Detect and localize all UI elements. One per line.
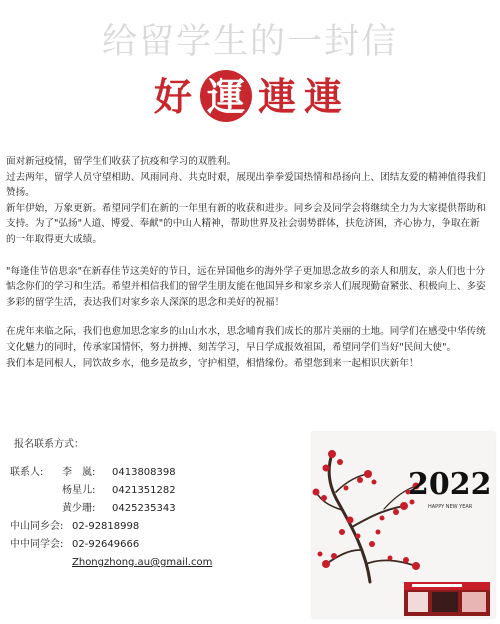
paragraph-1: 面对新冠疫情，留学生们收获了抗疫和学习的双胜利。 [6, 156, 237, 167]
page-title: 给留学生的一封信 [101, 22, 398, 62]
paragraph-2: 过去两年，留学人员守望相助、风雨同舟、共克时艰，展现出拳拳爱国热情和昂扬向上、团结友爱的精神值得我们赞扬。 [6, 171, 486, 199]
card-subtitle: HAPPY NEW YEAR [428, 504, 473, 510]
contact-phone: 0425235343 [112, 503, 176, 514]
contact-phone: 0413808398 [112, 467, 176, 478]
email-link[interactable]: Zhongzhong.au@gmail.com [72, 557, 213, 568]
contact-heading: 报名联系方式： [14, 439, 84, 450]
paragraph-3: 新年伊始，万象更新。希望同学们在新的一年里有新的收获和进步。同乡会及同学会将继续全力为大家提供帮助和支持。为了"弘扬"人道、博爱、奉献"的中山人精神，帮助世界及社会弱势群体，扶危济困，齐心协力，争取在新的一年取得更大成绩。 [6, 202, 486, 245]
org-phone: 02-92818998 [72, 521, 140, 532]
contact-name: 李 嵐: [62, 467, 96, 478]
storefront-photo-icon [404, 582, 490, 616]
paragraph-4: "每逢佳节倍思亲"在新春佳节这美好的节日，远在异国他乡的海外学子更加思念故乡的亲人和朋友，亲人们也十分惦念你们的学习和生活。希望并相信我们的留学生朋友能在他国异乡和家乡亲人们展现勤奋紧张、积极向上、多姿多彩的留学生活，表达我们对家乡亲人深深的思念和美好的祝福！ [6, 265, 486, 308]
contact-phone: 0421351282 [112, 485, 176, 496]
org-label: 中山同乡会: [10, 521, 64, 532]
card-year: 2022 [408, 467, 492, 502]
banner-char-3: 連 [258, 74, 297, 119]
contact-name: 杨星儿: [62, 485, 96, 496]
contact-label: 联系人: [10, 467, 44, 478]
banner-char-2: 運 [207, 74, 246, 119]
banner-char-1: 好 [154, 74, 193, 119]
banner-char-4: 連 [304, 74, 343, 119]
paragraph-5: 在虎年来临之际，我们也愈加思念家乡的山山水水，思念哺育我们成长的那片美丽的土地。同学们在感受中华传统文化魅力的同时，传承家国情怀，努力拼搏、刻苦学习，早日学成报效祖国，希望同学们当好"民间大使"。 [6, 326, 486, 353]
letter-body [6, 154, 486, 371]
org-label: 中中同学会: [10, 539, 64, 550]
plum-blossom-icon [313, 450, 421, 570]
fortune-banner [146, 66, 356, 124]
new-year-card [312, 432, 495, 618]
contact-name: 黄少珊: [62, 503, 96, 514]
paragraph-6: 我们本是同根人，同饮故乡水，他乡是故乡，守护相望，相惜缘份。希望您到来一起相识庆新年！ [6, 357, 419, 369]
org-phone: 02-92649666 [72, 539, 140, 550]
